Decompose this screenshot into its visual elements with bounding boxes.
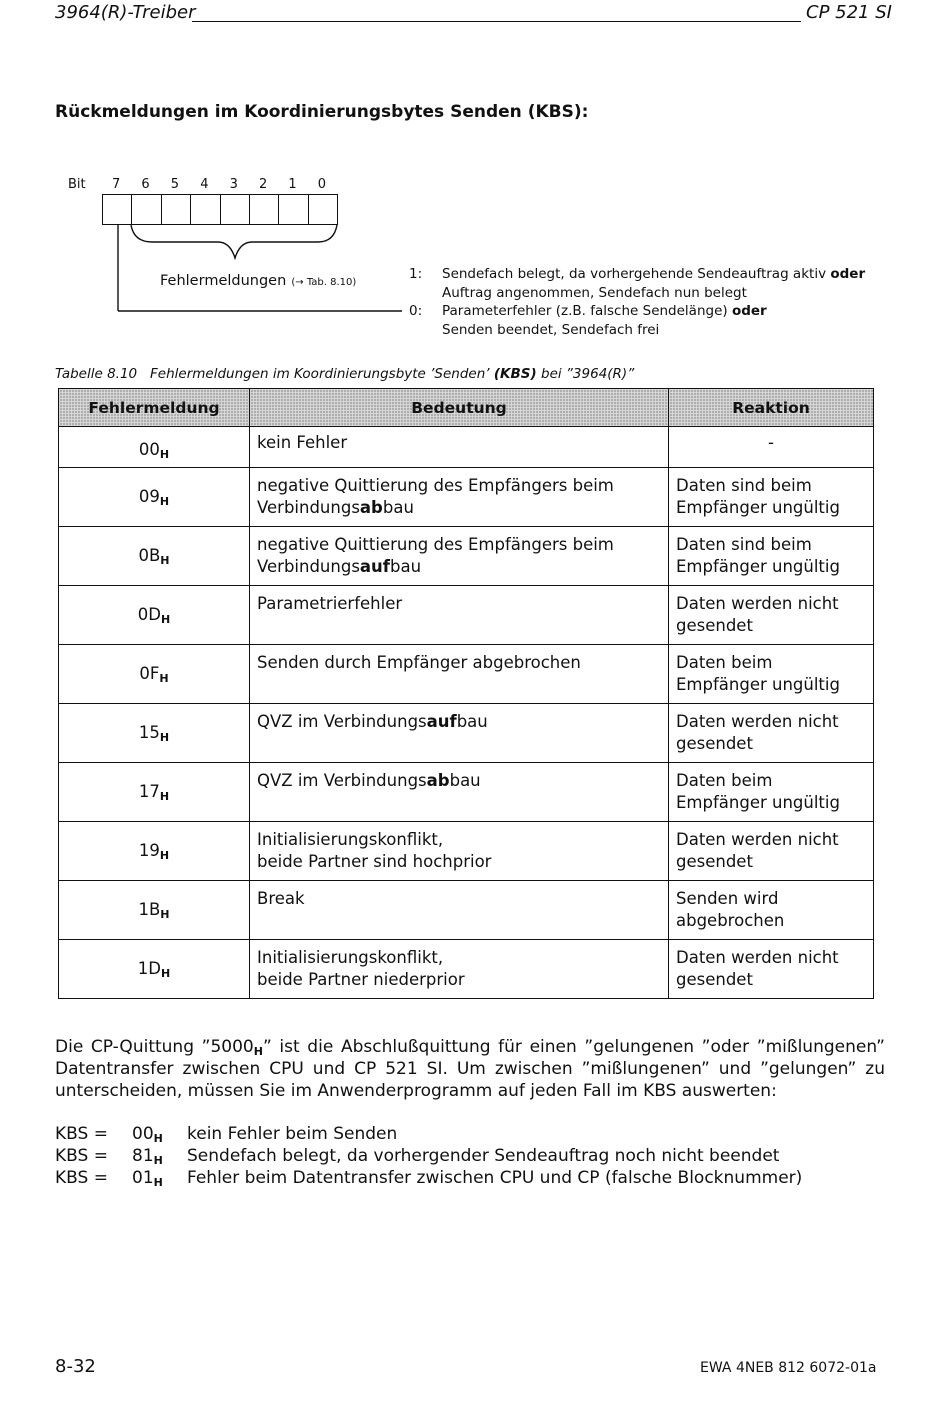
meaning-line2-a: beide Partner niederprior bbox=[257, 970, 465, 989]
error-code: 00 bbox=[138, 439, 160, 459]
error-code-cell bbox=[59, 940, 250, 999]
kbs-description: Sendefach belegt, da vorhergender Sendeauftrag noch nicht beendet bbox=[187, 1146, 780, 1166]
table-row bbox=[59, 704, 874, 763]
error-code-cell bbox=[59, 822, 250, 881]
meaning-line2-a: Verbindungs bbox=[257, 557, 360, 576]
meaning-line1-a: QVZ im Verbindungs bbox=[257, 771, 427, 790]
error-table bbox=[58, 388, 874, 999]
reaction-cell bbox=[669, 704, 874, 763]
reaction-line2: gesendet bbox=[676, 970, 753, 989]
reaction-line2: gesendet bbox=[676, 734, 753, 753]
state-1-oder: oder bbox=[830, 266, 866, 282]
error-code: 0D bbox=[137, 605, 161, 624]
state-1-line2: Auftrag angenommen, Sendefach nun belegt bbox=[442, 285, 747, 301]
hex-subscript: H bbox=[159, 849, 170, 862]
state-1-value: 1: bbox=[409, 266, 423, 282]
meaning-cell bbox=[250, 763, 669, 822]
meaning-line2-a: Verbindungs bbox=[257, 498, 360, 517]
reaction-cell bbox=[669, 940, 874, 999]
meaning-line1-a: negative Quittierung des Empfängers beim bbox=[257, 476, 614, 495]
bit-cell-divider bbox=[131, 194, 132, 225]
reaction-line2: gesendet bbox=[676, 616, 753, 635]
bit-label: Bit bbox=[68, 177, 86, 192]
meaning-line2-bold: auf bbox=[359, 557, 390, 576]
reaction-cell bbox=[669, 427, 874, 468]
error-code-cell bbox=[59, 763, 250, 822]
meaning-cell bbox=[250, 704, 669, 763]
meaning-line1-c: bau bbox=[456, 712, 488, 731]
meaning-cell bbox=[250, 940, 669, 999]
reaction-line1: Daten sind beim bbox=[676, 535, 812, 554]
kbs-value bbox=[132, 1124, 163, 1144]
bit-cell-divider bbox=[161, 194, 162, 225]
meaning-line2-a: beide Partner sind hochprior bbox=[257, 852, 492, 871]
table-caption-suffix: bei ”3964(R)” bbox=[536, 366, 635, 382]
table-header-row bbox=[59, 389, 874, 427]
error-code-cell bbox=[59, 427, 250, 468]
reaction-line1: Daten werden nicht bbox=[676, 948, 839, 967]
reaction-cell bbox=[669, 822, 874, 881]
meaning-cell bbox=[250, 645, 669, 704]
bit-number: 0 bbox=[317, 177, 327, 192]
reaction-line2: abgebrochen bbox=[676, 911, 785, 930]
reaction-line2: Empfänger ungültig bbox=[676, 557, 840, 576]
bit-number: 6 bbox=[141, 177, 150, 192]
bit-number: 2 bbox=[259, 177, 268, 192]
meaning-line1-bold: ab bbox=[426, 771, 450, 790]
reaction-cell bbox=[669, 468, 874, 527]
error-code: 15 bbox=[138, 723, 160, 742]
state-0-line1 bbox=[442, 303, 767, 319]
state-1-text: Sendefach belegt, da vorhergehende Sendeauftrag aktiv bbox=[442, 266, 831, 282]
hex-subscript: H bbox=[159, 790, 170, 803]
kbs-value bbox=[132, 1146, 163, 1166]
meaning-line1-a: Break bbox=[257, 889, 305, 908]
hex-subscript: H bbox=[159, 495, 170, 508]
meaning-cell bbox=[250, 586, 669, 645]
kbs-value bbox=[132, 1168, 163, 1188]
meaning-cell bbox=[250, 822, 669, 881]
error-code: 1B bbox=[138, 900, 161, 919]
error-code: 19 bbox=[138, 841, 160, 860]
bit-cell-divider bbox=[190, 194, 191, 225]
reaction-line2: gesendet bbox=[676, 852, 753, 871]
error-code-cell bbox=[59, 704, 250, 763]
error-code: 17 bbox=[138, 782, 160, 801]
error-code-cell bbox=[59, 881, 250, 940]
table-row bbox=[59, 763, 874, 822]
meaning-line2-bold: ab bbox=[359, 498, 383, 517]
meaning-cell bbox=[250, 427, 669, 468]
reaction-line1: Daten werden nicht bbox=[676, 712, 839, 731]
error-code: 1D bbox=[137, 959, 161, 978]
error-code: 0B bbox=[138, 546, 161, 565]
reaction-line2: Empfänger ungültig bbox=[676, 498, 840, 517]
paragraph-rest: ” ist die Abschlußquittung für einen ”gelungenen ”oder ”mißlungenen” Datentransfer zwischen CPU und CP 521 SI. Um zwischen ”mißlungenen” und ”gelungen” zu unterscheiden, müssen Sie im Anwenderprogramm auf jeden Fall im KBS auswerten: bbox=[55, 1037, 885, 1101]
header-rule bbox=[192, 21, 801, 22]
meaning-cell bbox=[250, 881, 669, 940]
meaning-line1-a: Senden durch Empfänger abgebrochen bbox=[257, 653, 581, 672]
document-id: EWA 4NEB 812 6072-01a bbox=[700, 1360, 877, 1376]
error-code-cell bbox=[59, 527, 250, 586]
state-0-value: 0: bbox=[409, 303, 423, 319]
meaning-line1-bold: auf bbox=[426, 712, 457, 731]
hex-subscript: H bbox=[159, 672, 169, 685]
page-number: 8-32 bbox=[55, 1356, 96, 1377]
bit-number: 5 bbox=[170, 177, 180, 192]
bit-number: 7 bbox=[112, 177, 121, 192]
hex-subscript: H bbox=[159, 731, 170, 744]
bit-number: 1 bbox=[288, 177, 297, 192]
hex-subscript: H bbox=[160, 967, 171, 980]
meaning-line1-a: QVZ im Verbindungs bbox=[257, 712, 427, 731]
reaction-line1: Daten werden nicht bbox=[676, 830, 839, 849]
kbs-list-item bbox=[55, 1124, 885, 1146]
table-caption-number: Tabelle 8.10 bbox=[55, 366, 138, 382]
hex-subscript: H bbox=[153, 1154, 163, 1167]
bit-cell-divider bbox=[249, 194, 250, 225]
kbs-list-item bbox=[55, 1146, 885, 1168]
bit-number: 4 bbox=[200, 177, 209, 192]
table-row bbox=[59, 468, 874, 527]
kbs-description: Fehler beim Datentransfer zwischen CPU und CP (falsche Blocknummer) bbox=[187, 1168, 803, 1188]
state-0-oder: oder bbox=[731, 303, 767, 319]
error-code-cell bbox=[59, 468, 250, 527]
reaction-line1: - bbox=[768, 433, 774, 452]
hex-subscript: H bbox=[153, 1176, 163, 1189]
table-row bbox=[59, 881, 874, 940]
error-label-ref: (→ Tab. 8.10) bbox=[291, 277, 357, 288]
header-product: CP 521 SI bbox=[806, 2, 892, 23]
error-label-text: Fehlermeldungen bbox=[160, 273, 287, 289]
table-row bbox=[59, 822, 874, 881]
meaning-line2-c: bau bbox=[389, 557, 422, 576]
header-fehlermeldung: Fehlermeldung bbox=[59, 389, 250, 427]
reaction-line1: Daten beim bbox=[676, 653, 773, 672]
meaning-line1-a: Initialisierungskonflikt, bbox=[257, 948, 444, 967]
table-caption bbox=[55, 366, 634, 382]
kbs-key: KBS = bbox=[55, 1168, 108, 1188]
reaction-cell bbox=[669, 645, 874, 704]
reaction-line1: Daten beim bbox=[676, 771, 773, 790]
meaning-line2-c: bau bbox=[382, 498, 414, 517]
table-row bbox=[59, 527, 874, 586]
kbs-value-number: 01 bbox=[132, 1168, 154, 1188]
table-caption-text: Fehlermeldungen im Koordinierungsbyte ’Senden’ bbox=[150, 366, 494, 382]
reaction-line1: Daten sind beim bbox=[676, 476, 812, 495]
bit-cell-divider bbox=[278, 194, 279, 225]
meaning-line1-a: kein Fehler bbox=[257, 433, 348, 452]
kbs-value-number: 81 bbox=[132, 1146, 154, 1166]
kbs-value-number: 00 bbox=[132, 1124, 154, 1144]
bit-cell-divider bbox=[308, 194, 309, 225]
reaction-cell bbox=[669, 527, 874, 586]
error-code-cell bbox=[59, 645, 250, 704]
reaction-line2: Empfänger ungültig bbox=[676, 675, 840, 694]
meaning-line1-a: Initialisierungskonflikt, bbox=[257, 830, 444, 849]
hex-subscript: H bbox=[153, 1132, 163, 1145]
reaction-line1: Senden wird bbox=[676, 889, 779, 908]
error-code: 0F bbox=[139, 664, 160, 683]
table-caption-kbs: (KBS) bbox=[493, 366, 537, 382]
header-reaktion: Reaktion bbox=[669, 389, 874, 427]
meaning-line1-a: negative Quittierung des Empfängers beim bbox=[257, 535, 614, 554]
header-bedeutung: Bedeutung bbox=[250, 389, 669, 427]
body-paragraph bbox=[55, 1036, 885, 1102]
kbs-key: KBS = bbox=[55, 1146, 108, 1166]
table-row bbox=[59, 645, 874, 704]
reaction-line2: Empfänger ungültig bbox=[676, 793, 840, 812]
table-row bbox=[59, 940, 874, 999]
error-code-cell bbox=[59, 586, 250, 645]
state-0-line2: Senden beendet, Sendefach frei bbox=[442, 322, 660, 338]
kbs-list-item bbox=[55, 1168, 885, 1190]
meaning-cell bbox=[250, 468, 669, 527]
kbs-key: KBS = bbox=[55, 1124, 108, 1144]
brace-shape bbox=[131, 225, 337, 258]
hex-subscript: H bbox=[160, 554, 170, 567]
reaction-line1: Daten werden nicht bbox=[676, 594, 839, 613]
kbs-description: kein Fehler beim Senden bbox=[187, 1124, 398, 1144]
bit-cell-divider bbox=[220, 194, 221, 225]
state-1-line1 bbox=[442, 266, 865, 282]
section-title: Rückmeldungen im Koordinierungsbytes Senden (KBS): bbox=[55, 102, 589, 122]
paragraph-sub: H bbox=[253, 1045, 263, 1058]
reaction-cell bbox=[669, 586, 874, 645]
meaning-cell bbox=[250, 527, 669, 586]
error-code: 09 bbox=[138, 487, 160, 506]
hex-subscript: H bbox=[160, 613, 171, 626]
meaning-line1-c: bau bbox=[449, 771, 481, 790]
header-title: 3964(R)-Treiber bbox=[55, 2, 196, 23]
paragraph-start: Die CP-Quittung ”5000 bbox=[55, 1037, 254, 1057]
error-label bbox=[160, 270, 356, 289]
reaction-cell bbox=[669, 881, 874, 940]
state-0-text: Parameterfehler (z.B. falsche Sendelänge) bbox=[442, 303, 732, 319]
hex-subscript: H bbox=[159, 447, 170, 461]
hex-subscript: H bbox=[160, 908, 170, 921]
table-row bbox=[59, 586, 874, 645]
reaction-cell bbox=[669, 763, 874, 822]
table-row bbox=[59, 427, 874, 468]
meaning-line1-a: Parametrierfehler bbox=[257, 594, 403, 613]
bit-number: 3 bbox=[229, 177, 238, 192]
